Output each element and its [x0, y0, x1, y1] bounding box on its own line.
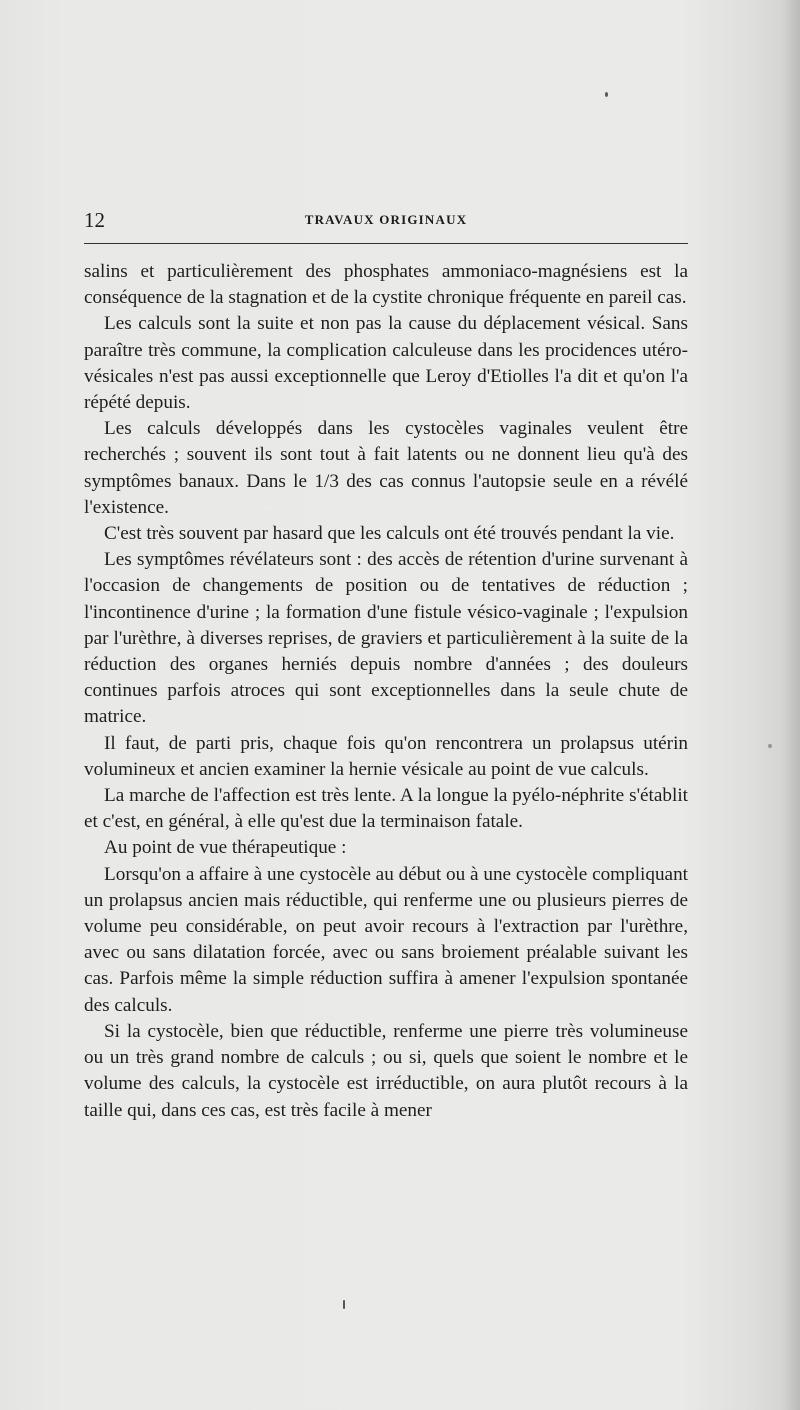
paragraph: Lorsqu'on a affaire à une cystocèle au début ou à une cystocèle compliquant un prolapsus ancien mais réductible, qui renferme une ou plusieurs pierres de volume peu considérable, on peut avoir recours à l'extraction par l'urèthre, avec ou sans dilatation forcée, avec ou sans broiement préalable suivant les cas. Parfois même la simple réduction suffira à amener l'expulsion spontanée des calculs. — [84, 863, 688, 1016]
running-head: TRAVAUX ORIGINAUX — [304, 212, 468, 227]
paragraph: salins et particulièrement des phosphates ammoniaco-magnésiens est la conséquence de la stagnation et de la cystite chronique fréquente en pareil cas. — [84, 261, 688, 309]
page-edge-shadow — [782, 0, 800, 1410]
body-text — [84, 259, 688, 1124]
paragraph: La marche de l'affection est très lente. A la longue la pyélo-néphrite s'établit et c'est, en général, à elle qu'est due la terminaison fatale. — [84, 785, 688, 833]
paper-speck — [343, 1300, 345, 1309]
page-number: 12 — [84, 208, 105, 232]
paper-speck — [768, 744, 772, 748]
paragraph: Il faut, de parti pris, chaque fois qu'on rencontrera un prolapsus utérin volumineux et ancien examiner la hernie vésicale au point de vue calculs. — [84, 732, 688, 780]
page-header — [84, 208, 688, 232]
paragraph: Au point de vue thérapeutique : — [104, 837, 347, 859]
paragraph: Les calculs développés dans les cystocèles vaginales veulent être recherchés ; souvent ils sont tout à fait latents ou ne donnent lieu qu'à des symptômes banaux. Dans le 1/3 des cas connus l'autopsie seule en a révélé l'existence. — [84, 418, 688, 518]
paragraph: Si la cystocèle, bien que réductible, renferme une pierre très volumineuse ou un très grand nombre de calculs ; ou si, quels que soient le nombre et le volume des calculs, la cystocèle est irréductible, on aura plutôt recours à la taille qui, dans ces cas, est très facile à mener — [84, 1020, 688, 1121]
header-rule — [84, 243, 688, 244]
paper-speck — [605, 92, 608, 97]
paragraph: Les calculs sont la suite et non pas la cause du déplacement vésical. Sans paraître très commune, la complication calculeuse dans les procidences utéro-vésicales n'est pas aussi exceptionnelle que Leroy d'Etiolles l'a dit et qu'on l'a répété depuis. — [84, 313, 688, 414]
paragraph: Les symptômes révélateurs sont : des accès de rétention d'urine survenant à l'occasion de changements de position ou de tentatives de réduction ; l'incontinence d'urine ; la formation d'une fistule vésico-vaginale ; l'expulsion par l'urèthre, à diverses reprises, de graviers et particulièrement à la suite de la réduction des organes herniés depuis nombre d'années ; des douleurs continues parfois atroces qui sont exceptionnelles dans la seule chute de matrice. — [84, 549, 688, 728]
paragraph: C'est très souvent par hasard que les calculs ont été trouvés pendant la vie. — [104, 523, 675, 545]
